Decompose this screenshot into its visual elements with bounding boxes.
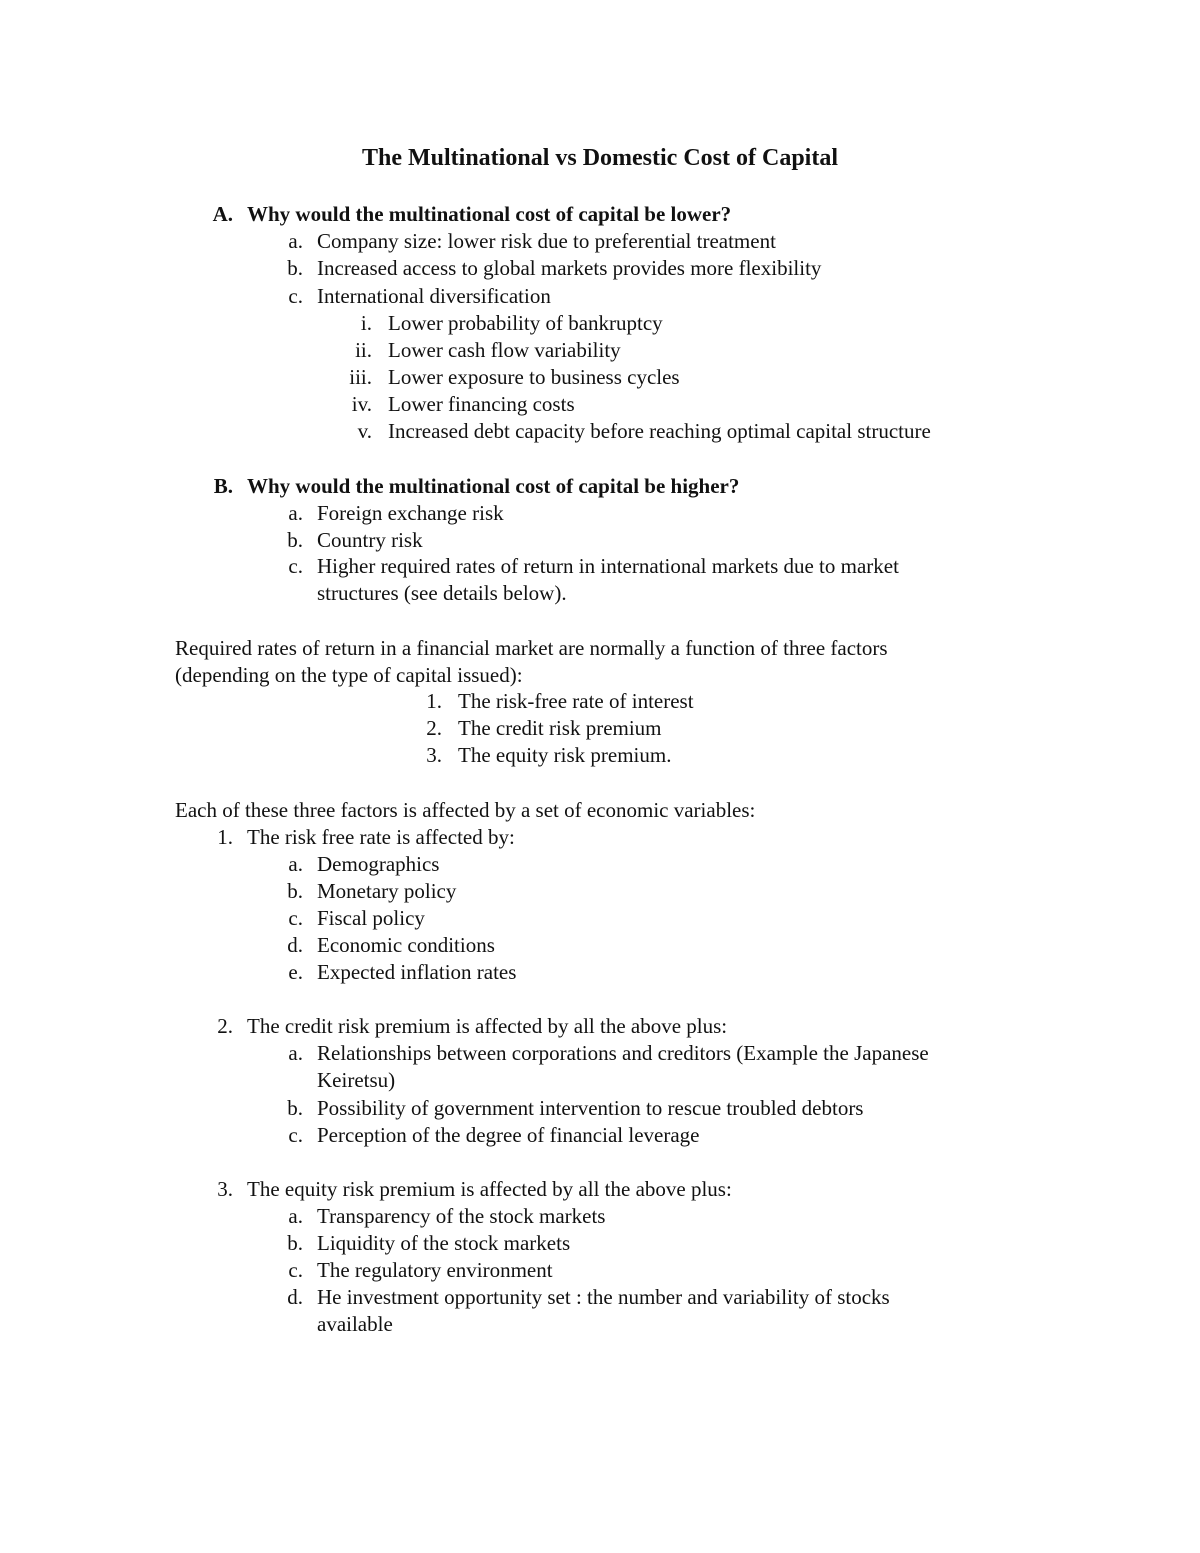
list-marker: b.	[287, 1096, 303, 1120]
factor-item: The equity risk premium.	[458, 743, 672, 767]
list-item: Economic conditions	[317, 933, 495, 957]
section-b-heading: Why would the multinational cost of capital be higher?	[247, 474, 740, 498]
list-marker: 3.	[217, 1177, 233, 1201]
sub-list-item: Lower exposure to business cycles	[388, 365, 680, 389]
list-item: Perception of the degree of financial leverage	[317, 1123, 700, 1147]
list-marker: b.	[287, 879, 303, 903]
list-item: Transparency of the stock markets	[317, 1204, 606, 1228]
list-item-continuation: Keiretsu)	[317, 1068, 396, 1092]
list-marker: c.	[288, 1123, 303, 1147]
factor-group-heading: The credit risk premium is affected by all the above plus:	[247, 1014, 728, 1038]
list-item: Monetary policy	[317, 879, 457, 903]
list-marker: i.	[360, 311, 372, 335]
list-marker: c.	[288, 1258, 303, 1282]
list-item: The regulatory environment	[317, 1258, 553, 1282]
list-marker: b.	[287, 1231, 303, 1255]
list-marker: b.	[287, 256, 303, 280]
list-marker: B.	[213, 474, 233, 498]
list-marker: b.	[287, 528, 303, 552]
list-item: Fiscal policy	[317, 906, 425, 930]
factor-item: The credit risk premium	[458, 716, 662, 740]
factor-group-heading: The equity risk premium is affected by all the above plus:	[247, 1177, 732, 1201]
list-item: He investment opportunity set : the number and variability of stocks	[317, 1285, 890, 1309]
list-item: Demographics	[317, 852, 440, 876]
list-marker: 1.	[217, 825, 233, 849]
list-item: Relationships between corporations and creditors (Example the Japanese	[317, 1041, 929, 1065]
list-item-continuation: structures (see details below).	[317, 581, 567, 605]
list-item: Country risk	[317, 528, 423, 552]
list-item: Expected inflation rates	[317, 960, 517, 984]
list-item: Increased access to global markets provides more flexibility	[317, 256, 822, 280]
list-marker: 3.	[426, 743, 442, 767]
list-marker: c.	[288, 906, 303, 930]
list-marker: d.	[287, 933, 303, 957]
list-item: Possibility of government intervention to rescue troubled debtors	[317, 1096, 864, 1120]
sub-list-item: Lower probability of bankruptcy	[388, 311, 663, 335]
list-marker: a.	[288, 852, 303, 876]
list-item-continuation: available	[317, 1312, 393, 1336]
list-marker: 1.	[426, 689, 442, 713]
list-marker: iii.	[349, 365, 372, 389]
paragraph-line: Each of these three factors is affected by a set of economic variables:	[175, 798, 756, 822]
list-item: International diversification	[317, 284, 551, 308]
list-marker: d.	[287, 1285, 303, 1309]
list-marker: c.	[288, 284, 303, 308]
list-item: Foreign exchange risk	[317, 501, 504, 525]
list-marker: c.	[288, 554, 303, 578]
list-marker: e.	[288, 960, 303, 984]
list-marker: v.	[357, 419, 372, 443]
paragraph-line: Required rates of return in a financial market are normally a function of three factors	[175, 636, 888, 660]
list-marker: iv.	[351, 392, 372, 416]
page-title: The Multinational vs Domestic Cost of Capital	[362, 145, 838, 171]
sub-list-item: Increased debt capacity before reaching optimal capital structure	[388, 419, 931, 443]
list-item: Liquidity of the stock markets	[317, 1231, 571, 1255]
section-a-heading: Why would the multinational cost of capital be lower?	[247, 202, 732, 226]
list-marker: A.	[212, 202, 233, 226]
factor-item: The risk-free rate of interest	[458, 689, 694, 713]
list-marker: a.	[288, 229, 303, 253]
sub-list-item: Lower cash flow variability	[388, 338, 621, 362]
list-marker: 2.	[217, 1014, 233, 1038]
list-item: Higher required rates of return in international markets due to market	[317, 554, 899, 578]
list-marker: a.	[288, 1041, 303, 1065]
paragraph-line: (depending on the type of capital issued):	[175, 663, 523, 687]
list-marker: 2.	[426, 716, 442, 740]
sub-list-item: Lower financing costs	[388, 392, 575, 416]
factor-group-heading: The risk free rate is affected by:	[247, 825, 515, 849]
list-marker: ii.	[355, 338, 372, 362]
list-marker: a.	[288, 501, 303, 525]
list-item: Company size: lower risk due to preferential treatment	[317, 229, 776, 253]
list-marker: a.	[288, 1204, 303, 1228]
